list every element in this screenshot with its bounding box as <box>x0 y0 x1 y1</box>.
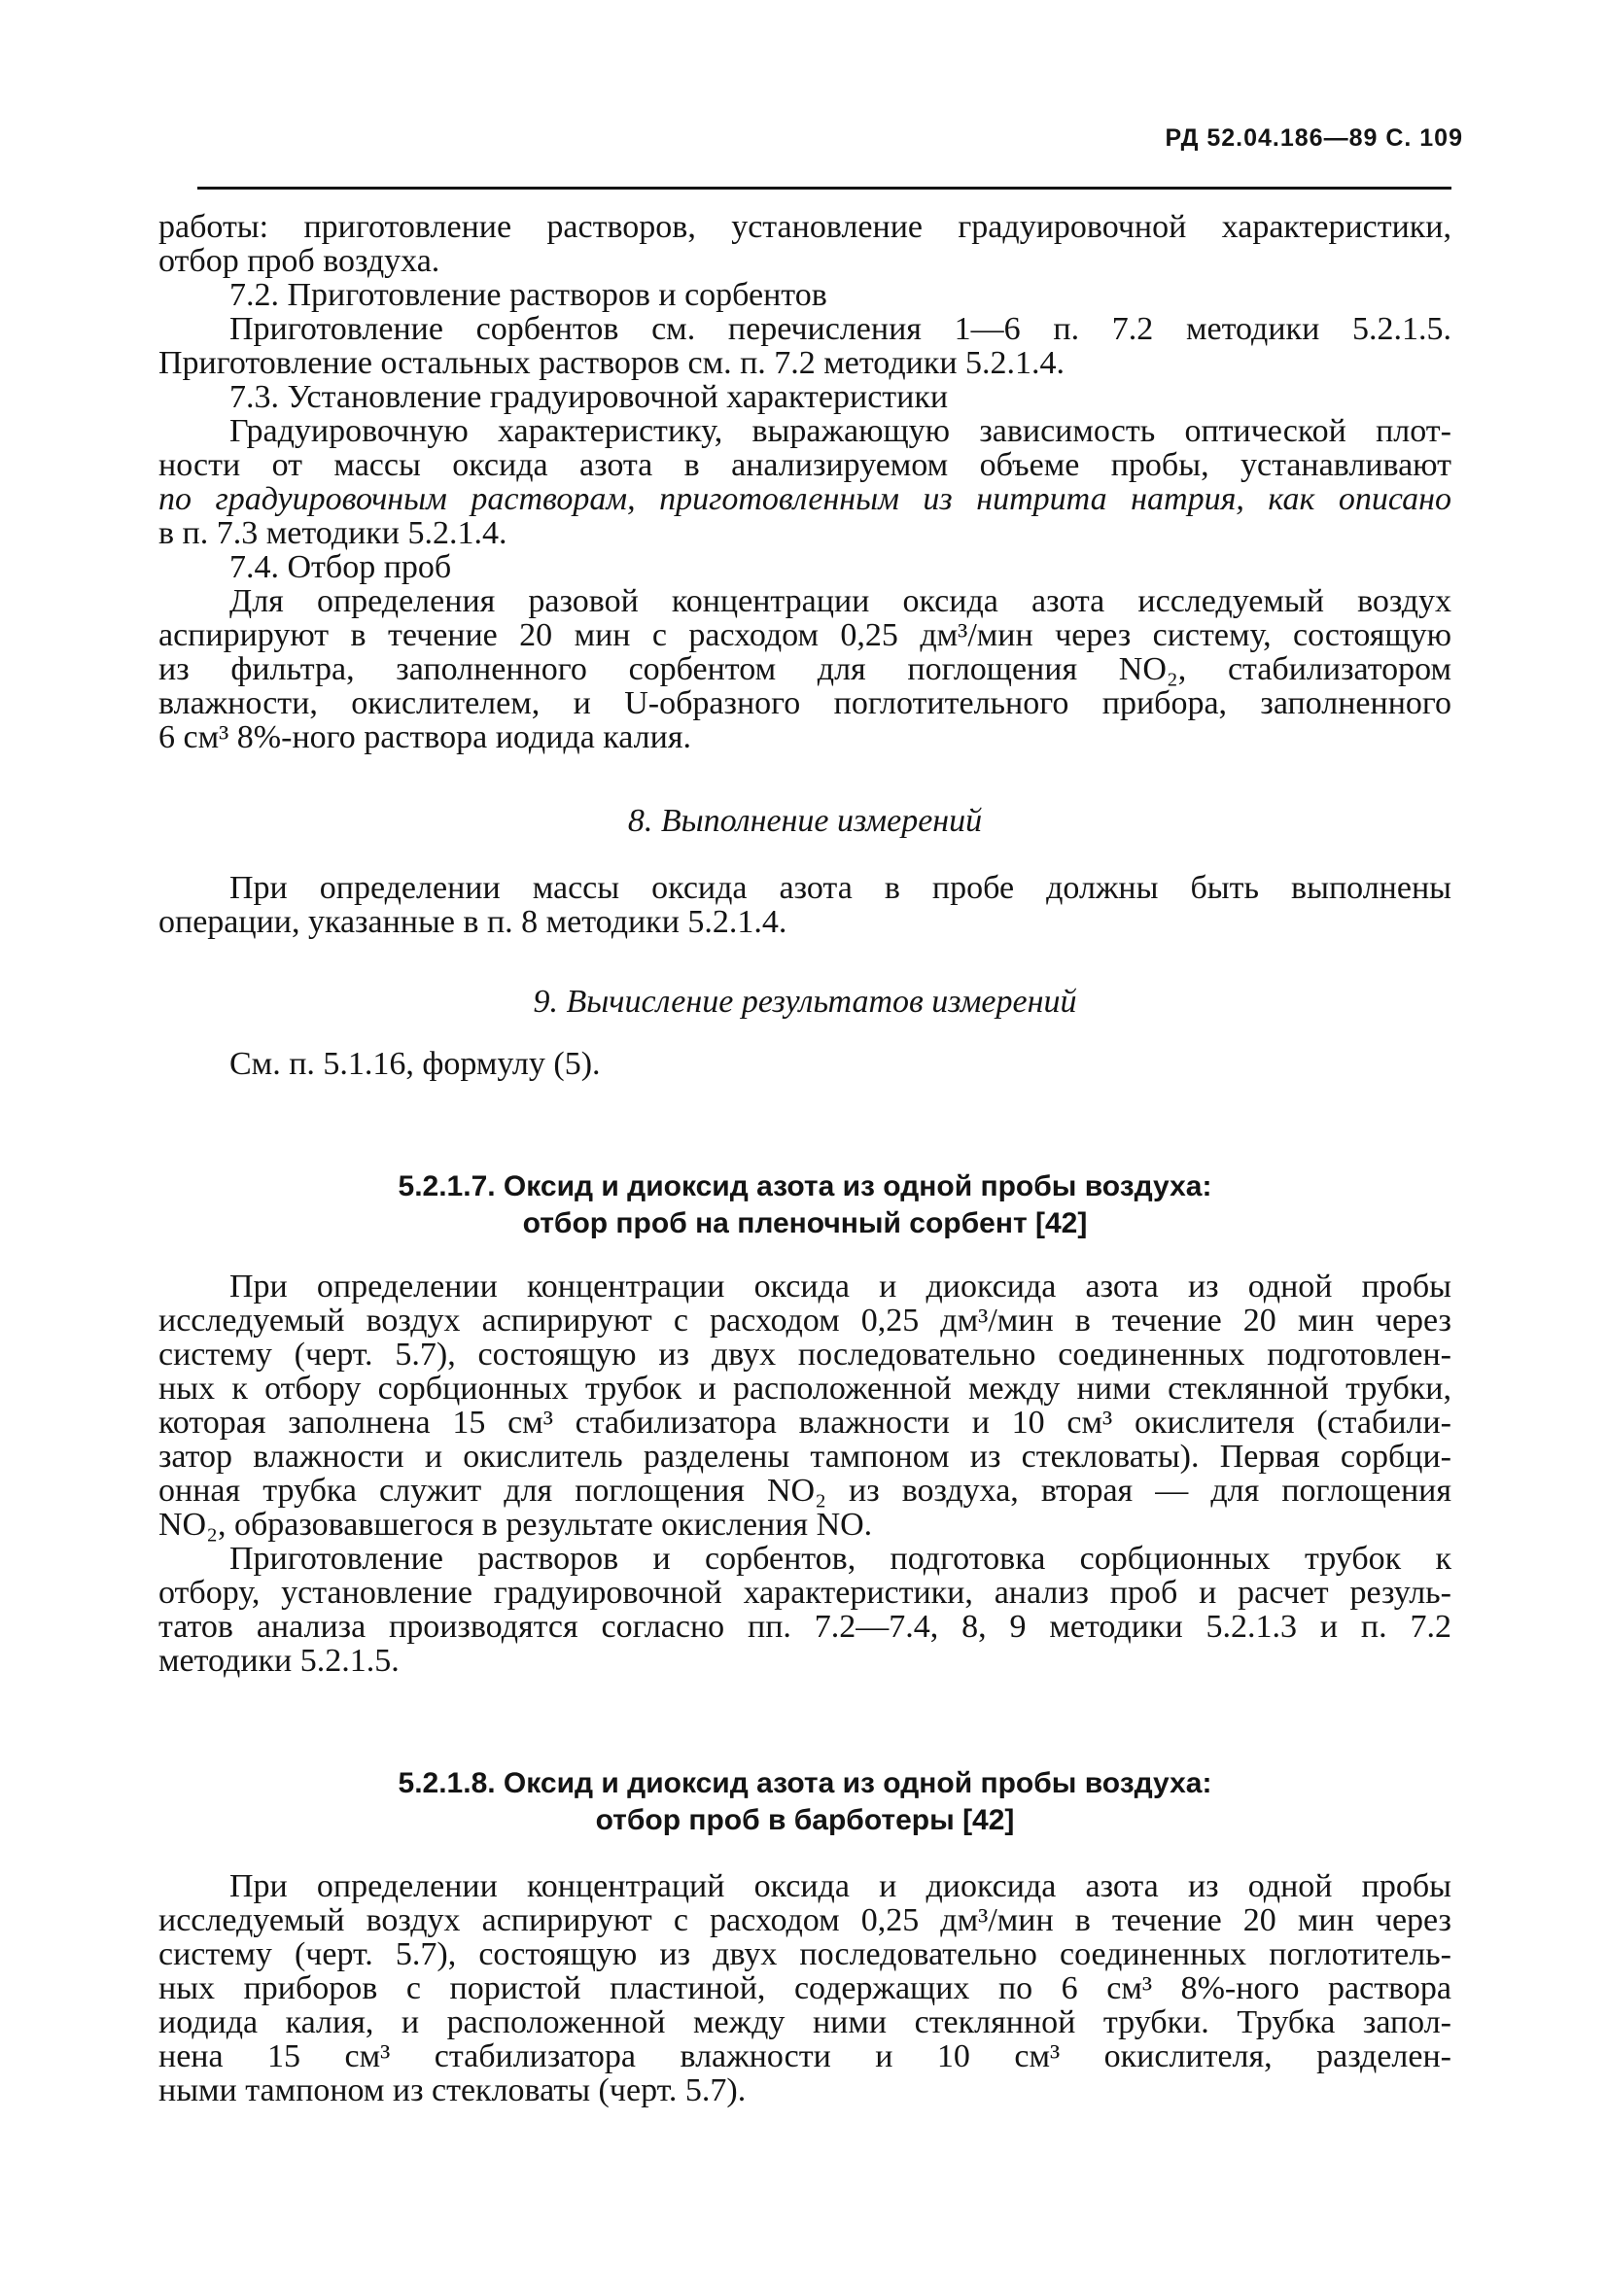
section9-title: 9. Вычисление результатов измерений <box>533 984 1077 1020</box>
text-line: затор влажности и окислитель разделены тампоном из стекловаты). Первая сорбци- <box>158 1439 1451 1475</box>
text-line: Приготовление растворов и сорбентов, подготовка сорбционных трубок к <box>229 1541 1451 1577</box>
text-line: NO₂, образовавшегося в результате окисления NO. <box>158 1507 873 1543</box>
p73-title: 7.3. Установление градуировочной характеристики <box>229 379 949 415</box>
p73-text <box>158 414 1451 550</box>
text-line: ных к отбору сорбционных трубок и расположенной между ними стеклянной трубки, <box>158 1371 1451 1407</box>
section9-text: См. п. 5.1.16, формулу (5). <box>229 1046 601 1082</box>
text-line: Приготовление сорбентов см. перечисления 1—6 п. 7.2 методики 5.2.1.5. <box>229 311 1451 347</box>
text-line: Приготовление остальных растворов см. п. 7.2 методики 5.2.1.4. <box>158 345 1066 381</box>
text-line: 6 см³ 8%-ного раствора иодида калия. <box>158 719 691 755</box>
method-218-heading <box>158 1765 1451 1839</box>
section8-title: 8. Выполнение измерений <box>627 803 983 839</box>
method-218-para1 <box>158 1869 1451 2107</box>
method-217-heading <box>158 1168 1451 1242</box>
text-line: систему (черт. 5.7), состоящую из двух последовательно соединенных подготовлен- <box>158 1337 1451 1373</box>
section7-intro <box>158 210 1451 278</box>
text-line: которая заполнена 15 см³ стабилизатора влажности и 10 см³ окислителя (стабили- <box>158 1405 1451 1441</box>
text-line: из фильтра, заполненного сорбентом для поглощения NO₂, стабилизатором <box>158 651 1451 687</box>
text-line: исследуемый воздух аспирируют с расходом 0,25 дм³/мин в течение 20 мин через <box>158 1902 1451 1938</box>
text-line: ными тампоном из стекловаты (черт. 5.7). <box>158 2072 747 2108</box>
text-line: При определении концентраций оксида и диоксида азота из одной пробы <box>229 1868 1451 1904</box>
running-header: РД 52.04.186—89 С. 109 <box>1165 124 1463 152</box>
header-rule <box>197 187 1451 190</box>
text-line: исследуемый воздух аспирируют с расходом 0,25 дм³/мин в течение 20 мин через <box>158 1303 1451 1339</box>
text-line: ности от массы оксида азота в анализируемом объеме пробы, устанавливают <box>158 447 1451 483</box>
text-line: онная трубка служит для поглощения NO₂ из воздуха, вторая — для поглощения <box>158 1473 1451 1509</box>
heading-line: 5.2.1.7. Оксид и диоксид азота из одной пробы воздуха: <box>398 1170 1212 1202</box>
p74-text <box>158 584 1451 754</box>
p72-title: 7.2. Приготовление растворов и сорбентов <box>229 277 827 313</box>
text-line: При определении концентрации оксида и диоксида азота из одной пробы <box>229 1269 1451 1305</box>
p74-title: 7.4. Отбор проб <box>229 549 452 585</box>
text-line: аспирируют в течение 20 мин с расходом 0,25 дм³/мин через систему, состоящую <box>158 617 1451 653</box>
text-line: отбору, установление градуировочной характеристики, анализ проб и расчет резуль- <box>158 1575 1451 1611</box>
heading-line: отбор проб на пленочный сорбент [42] <box>522 1207 1088 1239</box>
text-line: Градуировочную характеристику, выражающую зависимость оптической плот- <box>229 413 1451 449</box>
text-line: Для определения разовой концентрации оксида азота исследуемый воздух <box>229 583 1451 619</box>
text-line: влажности, окислителем, и U-образного поглотительного прибора, заполненного <box>158 685 1451 721</box>
text-line: систему (черт. 5.7), состоящую из двух последовательно соединенных поглотитель- <box>158 1936 1451 1972</box>
text-line: в п. 7.3 методики 5.2.1.4. <box>158 515 507 551</box>
text-line: иодида калия, и расположенной между ними стеклянной трубки. Трубка запол- <box>158 2004 1451 2040</box>
method-217-para1 <box>158 1270 1451 1542</box>
text-line: татов анализа производятся согласно пп. 7.2—7.4, 8, 9 методики 5.2.1.3 и п. 7.2 <box>158 1609 1451 1645</box>
text-line: отбор проб воздуха. <box>158 243 440 279</box>
text-line: ных приборов с пористой пластиной, содержащих по 6 см³ 8%-ного раствора <box>158 1970 1451 2006</box>
method-217-para2 <box>158 1542 1451 1678</box>
text-line: нена 15 см³ стабилизатора влажности и 10 см³ окислителя, разделен- <box>158 2038 1451 2074</box>
text-line: операции, указанные в п. 8 методики 5.2.1.4. <box>158 904 787 940</box>
text-line: работы: приготовление растворов, установление градуировочной характеристики, <box>158 209 1451 245</box>
heading-line: 5.2.1.8. Оксид и диоксид азота из одной пробы воздуха: <box>398 1767 1212 1799</box>
heading-line: отбор проб в барботеры [42] <box>595 1804 1015 1836</box>
text-line: При определении массы оксида азота в пробе должны быть выполнены <box>229 870 1451 906</box>
section8-text <box>158 871 1451 939</box>
text-line: по градуировочным растворам, приготовленным из нитрита натрия, как описано <box>158 481 1451 517</box>
text-line: методики 5.2.1.5. <box>158 1643 400 1679</box>
p72-text <box>158 312 1451 380</box>
